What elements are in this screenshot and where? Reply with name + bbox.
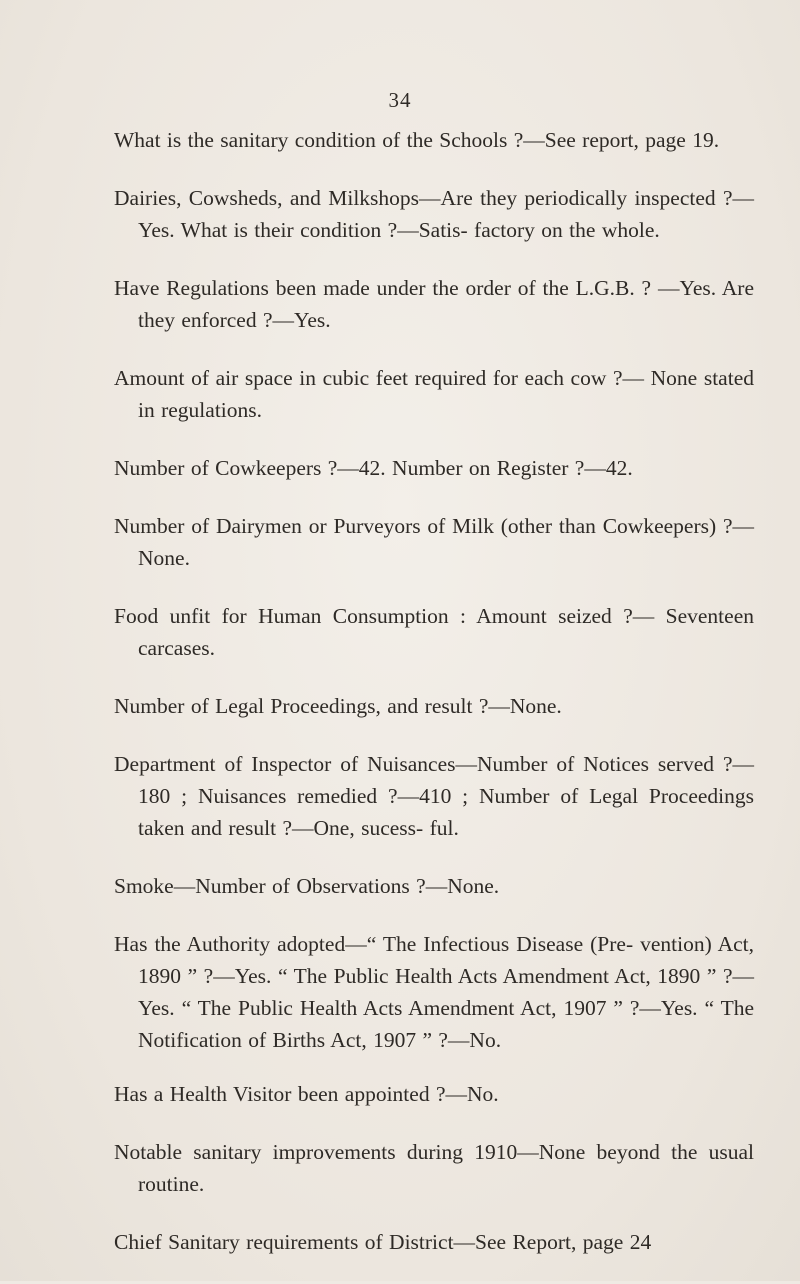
- paragraph-chief-requirements: Chief Sanitary requirements of District—See Report, page 24: [114, 1230, 652, 1254]
- paragraph-acts-adopted: Has the Authority adopted—“ The Infectious Disease (Pre- vention) Act, 1890 ” ?—Yes. “ The Public Health Acts Amendment Act, 1890 ” ?—Yes. “ The Public Health Acts Amendment Act, 1907 ” ?—Yes. “ The Notification of Births Act, 1907 ” ?—No.: [114, 932, 754, 1052]
- paragraph-cowkeepers: Number of Cowkeepers ?—42. Number on Register ?—42.: [114, 456, 633, 480]
- report-body: [114, 124, 754, 1284]
- paragraph-unfit-food: Food unfit for Human Consumption : Amount seized ?— Seventeen carcases.: [114, 604, 754, 660]
- paragraph-health-visitor: Has a Health Visitor been appointed ?—No.: [114, 1082, 499, 1106]
- paragraph-lgb-regulations: Have Regulations been made under the order of the L.G.B. ? —Yes. Are they enforced ?—Yes.: [114, 276, 754, 332]
- paragraph-legal-proceedings: Number of Legal Proceedings, and result ?—None.: [114, 694, 562, 718]
- paragraph-dairymen: Number of Dairymen or Purveyors of Milk (other than Cowkeepers) ?—None.: [114, 514, 754, 570]
- paragraph-smoke: Smoke—Number of Observations ?—None.: [114, 874, 500, 898]
- paragraph-air-space: Amount of air space in cubic feet required for each cow ?— None stated in regulations.: [114, 366, 754, 422]
- paragraph-dairies-inspection: Dairies, Cowsheds, and Milkshops—Are they periodically inspected ?—Yes. What is their condition ?—Satis- factory on the whole.: [114, 186, 754, 242]
- page-number: 34: [388, 88, 412, 112]
- paragraph-schools-condition: What is the sanitary condition of the Schools ?—See report, page 19.: [114, 128, 720, 152]
- paragraph-inspector-nuisances: Department of Inspector of Nuisances—Number of Notices served ?—180 ; Nuisances remedied ?—410 ; Number of Legal Proceedings taken and result ?—One, sucess- ful.: [114, 752, 754, 840]
- paragraph-sanitary-improvements: Notable sanitary improvements during 1910—None beyond the usual routine.: [114, 1140, 754, 1196]
